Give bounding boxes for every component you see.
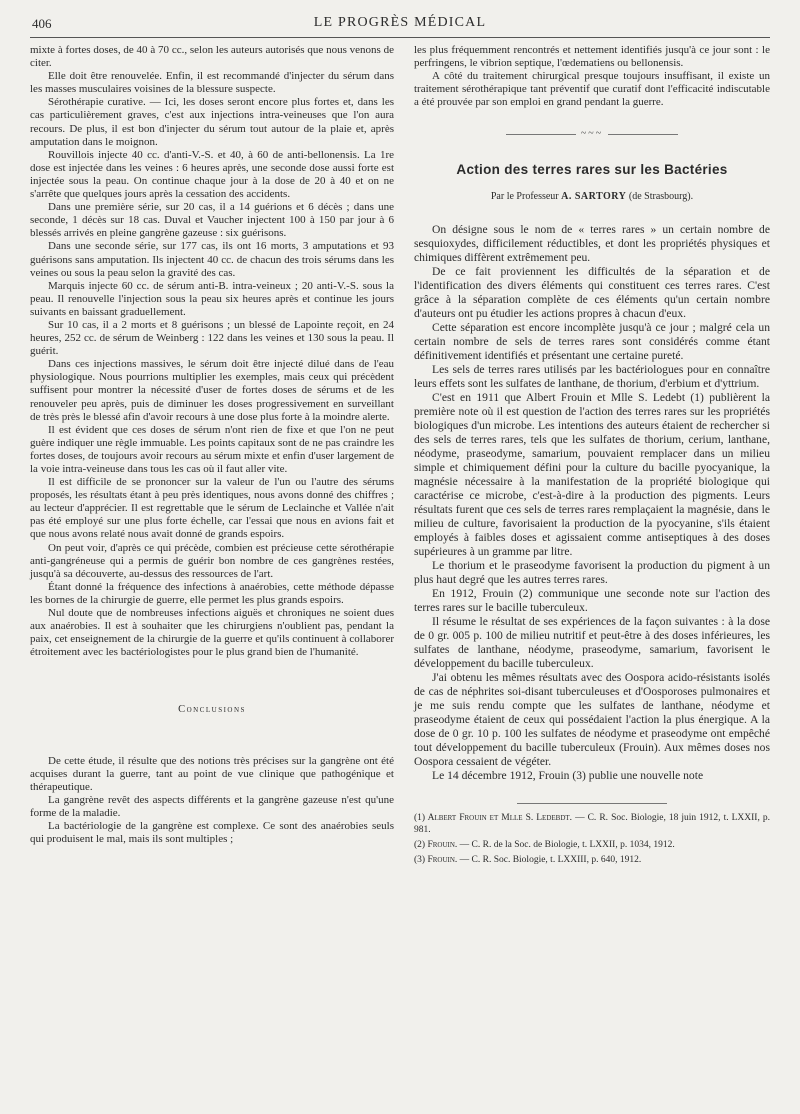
ornament-line [608,134,678,135]
byline-prefix: Par le Professeur [490,190,559,202]
paragraph: Cette séparation est encore incomplète jusqu'à ce jour ; malgré cela un certain nombre de sels de terres rares sont considérés comme étant définitivement identifiés et présentant une certaine pureté. [414,320,770,362]
page-number: 406 [32,16,52,31]
left-column [30,44,394,846]
paragraph: Étant donné la fréquence des infections à anaérobies, cette méthode dépasse les bornes de la chirurgie de guerre, elle permet les plus grands espoirs. [30,580,394,606]
paragraph: les plus fréquemment rencontrés et nettement identifiés jusqu'à ce jour sont : le perfringens, le vibrion septique, l'œdematiens ou bellonensis. [414,44,770,70]
header-rule [30,37,770,38]
paragraph: Le thorium et le praseodyme favorisent la production du pigment à un plus haut degré que les autres terres rares. [414,558,770,586]
paragraph: Elle doit être renouvelée. Enfin, il est recommandé d'injecter du sérum dans les masses musculaires voisines de la blessure suspecte. [30,70,394,96]
paragraph: C'est en 1911 que Albert Frouin et Mlle S. Ledebt (1) publièrent la première note où il est question de l'action des terres rares sur les propriétés biologiques d'un microbe. Les intentions des auteurs étaient de rechercher si des sels de terres rares, tels que les sulfates de thorium, cerium, lanthane, néodyme, praseodyme, samarium, pouvaient remplacer dans un milieu simple et chimiquement défini pour la culture du bacille pyocyanique, la magnésie nécessaire à la manifestation de la propriété biologique qui caractérise ce microbe, c'est-à-dire à la production des pigments. Leurs résultats furent que ces sels de terres rares remplaçaient la magnésie, dans le milieu de culture, favorisaient la production de la pyocyanine, s'ils étaient employés à faibles doses et agissaient comme antiseptiques à des doses supérieures à un gramme par litre. [414,390,770,558]
footnote-author: (3) Frouin. [414,854,458,865]
article-title: Action des terres rares sur les Bactéries [456,161,728,177]
footnotes [414,812,770,866]
paragraph: De ce fait proviennent les difficultés de la séparation et de l'identification des divers éléments qui constituent ces terres rares. C'est grâce à la séparation complète de ces éléments qu'un certain nombre d'auteurs ont pu étudier les actions propres à chacun d'eux. [414,264,770,320]
section-ornament [414,127,770,140]
footnote-ref: — C. R. Soc. Biologie, 18 juin 1912, t. LXXII, p. 981. [414,812,770,835]
paragraph: Sérothérapie curative. — Ici, les doses seront encore plus fortes et, dans les cas particulièrement graves, c'est aux injections intra-veineuses que l'on aura recours. De plus, il est bon d'injecter du sérum tout autour de la plaie et, après amputation dans le moignon. [30,96,394,148]
footnote-author: (2) Frouin. [414,839,458,850]
running-title: LE PROGRÈS MÉDICAL [313,15,487,30]
paragraph: Il est difficile de se prononcer sur la valeur de l'un ou l'autre des sérums proposés, les résultats étant à peu près identiques, nous avons donné des chiffres ; au lecteur d'apprécier. Il est regrettable que le sérum de Leclainche et Vallée n'ait pas été employé sur une plus forte échelle, car l'essai que nous en avions fait et que nous avons relaté nous avait donné de grands espoirs. [30,476,394,541]
byline [414,190,770,203]
paragraph: Il résume le résultat de ses expériences de la façon suivantes : à la dose de 0 gr. 005 p. 100 de milieu nutritif et peut-être à des doses inférieures, les sulfates de lanthane, néodyme, praseodyme, samarium, favorisent le développement du bacille tuberculeux. [414,614,770,670]
paragraph: A côté du traitement chirurgical presque toujours insuffisant, il existe un traitement sérothérapique tant préventif que curatif dont l'efficacité indiscutable a été prouvée par son emploi en grand pendant la guerre. [414,70,770,109]
paragraph: Le 14 décembre 1912, Frouin (3) publie une nouvelle note [432,768,704,782]
ornament-flourish: ~~~ [580,128,604,140]
ornament-line [506,134,576,135]
footnote-ref: — C. R. Soc. Biologie, t. LXXIII, p. 640, 1912. [457,854,642,865]
footnote [414,854,770,866]
right-column [414,44,770,869]
paragraph: Les sels de terres rares utilisés par les bactériologues pour en connaître leurs effets sont les sulfates de lanthane, de thorium, d'erbium et d'yttrium. [414,362,770,390]
paragraph: Rouvillois injecte 40 cc. d'anti-V.-S. et 40, à 60 de anti-bellonensis. La 1re dose est injectée dans les veines : 6 heures après, une seconde dose aussi forte est injectée sous la peau. On continue chaque jour à la dose de 20 à 40 et on ne s'arrête que quelques jours après la cessation des accidents. [30,148,394,201]
paragraph: En 1912, Frouin (2) communique une seconde note sur l'action des terres rares sur le bacille tuberculeux. [414,586,770,614]
paragraph: Il est évident que ces doses de sérum n'ont rien de fixe et que l'on ne peut guère indiquer une règle immuable. Les points capitaux sont de ne pas craindre les fortes doses, de toujours avoir recours au sérum mixte et enfin d'user largement de la voie intra-veineuse dans tous les cas où il faut aller vite. [30,423,394,475]
paragraph: Nul doute que de nombreuses infections aiguës et chroniques ne soient dues aux anaérobies. Il est à souhaiter que les chirurgiens n'oublient pas, pendant la paix, cet enseignement de la chirurgie de la guerre et qu'ils continuent à collaborer étroitement avec les bactériologistes pour le plus grand bien de l'humanité. [30,607,394,659]
paragraph: Dans ces injections massives, le sérum doit être injecté dilué dans de l'eau physiologique. Nous pourrions multiplier les exemples, mais ceux qui précèdent suffisent pour montrer la nécessité d'user de fortes doses de sérums et de les renouveler peu après, puis de diminuer les doses progressivement en surveillant de très près le blessé afin d'avoir recours à une dose plus forte à la moindre alerte. [30,358,394,423]
paragraph: J'ai obtenu les mêmes résultats avec des Oospora acido-résistants isolés de cas de néphrites soi-disant tuberculeuses et d'Oosporoses pulmonaires et je me suis rendu compte que les sulfates de lanthane, néodyme et praseodyme étaient de ceux qui possédaient l'action la plus énergique. A la dose de 0 gr. 10 p. 100 les sulfates de néodyme et praseodyme ont empêché tout développement du bacille tuberculeux (Frouin). Aux mêmes doses nos Oospora cessaient de végéter. [414,670,770,768]
byline-author: A. SARTORY [561,190,627,202]
footnote [414,839,770,851]
conclusions-heading: Conclusions [178,704,246,716]
article-body [414,223,770,783]
paragraph: Marquis injecte 60 cc. de sérum anti-B. intra-veineux ; 20 anti-V.-S. sous la peau. Il renouvelle l'injection sous la peau six heures après et continue les jours suivants en baissant graduellement. [30,279,394,318]
page-header [30,14,770,36]
footnote-rule [517,803,667,804]
paragraph: Dans une première série, sur 20 cas, il a 14 guérions et 6 décès ; dans une seconde, 1 décès sur 18 cas. Duval et Vaucher injectent 100 à 150 par jour à 6 blessés arrivés en pleine gangrène gazeuse : six guérisons. [30,201,394,240]
paragraph: Dans une seconde série, sur 177 cas, ils ont 16 morts, 3 amputations et 93 guérisons sans amputation. Ils injectent 40 cc. de chacun des trois sérums dans les veines ou sous la peau selon la gravité des cas. [30,240,394,279]
paragraph: On désigne sous le nom de « terres rares » un certain nombre de sesquioxydes, difficilement réductibles, et dont les propriétés physiques et chimiques diffèrent extrêmement peu. [414,222,770,264]
paragraph: On peut voir, d'après ce qui précède, combien est précieuse cette sérothérapie anti-gangréneuse qui a permis de guérir bon nombre de ces gangrènes restées, jusqu'à sa découverte, au-dessus des ressources de l'art. [30,541,394,580]
paragraph: De cette étude, il résulte que des notions très précises sur la gangrène ont été acquises durant la guerre, tant au point de vue clinique que pathogénique et thérapeutique. [30,754,394,793]
paragraph: La bactériologie de la gangrène est complexe. Ce sont des anaérobies seuls qui produisent le mal, mais ils sont multiples ; [30,819,394,846]
footnote-ref: — C. R. de la Soc. de Biologie, t. LXXII, p. 1034, 1912. [457,839,675,850]
byline-suffix: (de Strasbourg). [628,190,694,202]
footnote [414,812,770,836]
paragraph: Sur 10 cas, il a 2 morts et 8 guérisons ; un blessé de Lapointe reçoit, en 24 heures, 252 cc. de sérum de Weinberg : 122 dans les veines et 130 sous la peau. Il guérit. [30,318,394,358]
paragraph: mixte à fortes doses, de 40 à 70 cc., selon les auteurs autorisés que nous venons de citer. [30,44,394,70]
footnote-author: (1) Albert Frouin et Mlle S. Ledebdt. [414,812,573,823]
paragraph: La gangrène revêt des aspects différents et la gangrène gazeuse n'est qu'une forme de la maladie. [30,793,394,819]
